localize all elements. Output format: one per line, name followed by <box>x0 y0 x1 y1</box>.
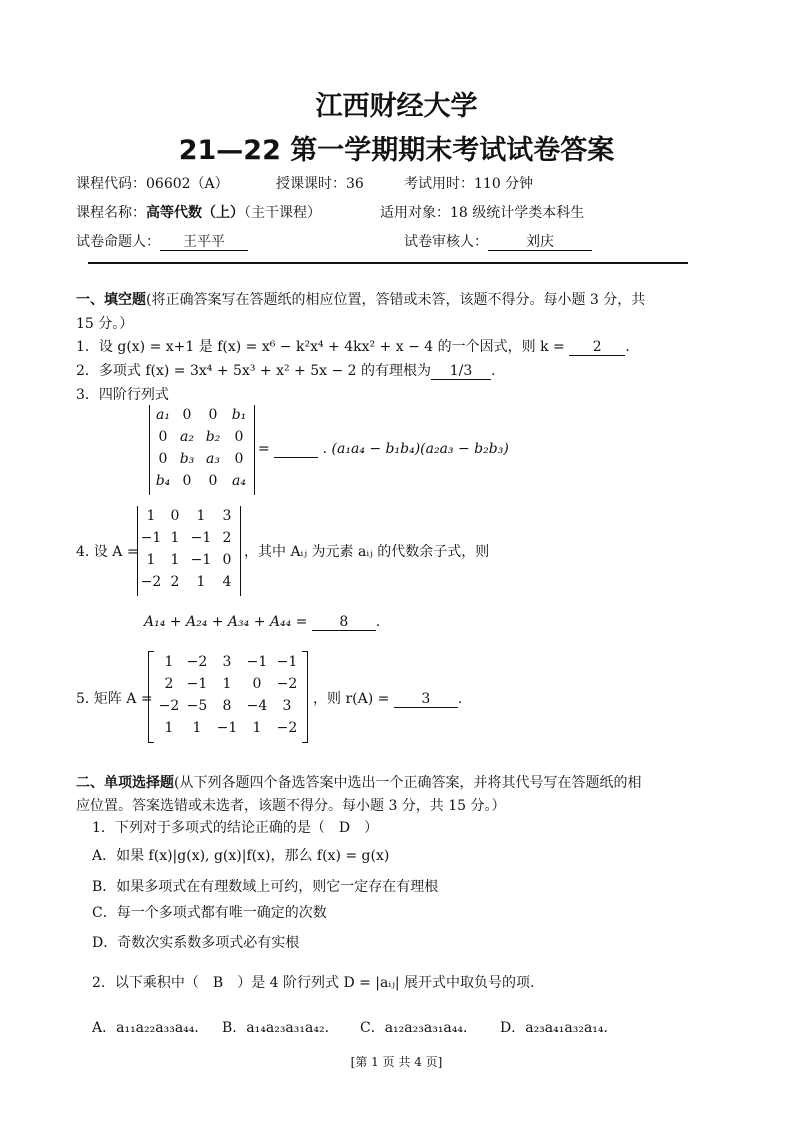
paper-setter: 试卷命题人： 王平平 <box>76 231 248 251</box>
section2-heading: 二、单项选择题 <box>76 775 174 791</box>
s2-q2-option-d: D．a₂₃a₄₁a₃₂a₁₄． <box>500 1020 618 1036</box>
s1-question-2: 2．多项式 f(x) = 3x⁴ + 5x³ + x² + 5x − 2 的有理根为 1/3 . <box>76 363 496 379</box>
s1-q5-text: ，则 r(A) = 3 . <box>313 691 463 707</box>
s2-q1-option-a: A．如果 f(x)|g(x), g(x)|f(x)，那么 f(x) = g(x) <box>92 848 390 864</box>
paper-reviewer: 试卷审核人： 刘庆 <box>404 231 592 251</box>
section1-heading: 一、填空题 <box>76 292 146 308</box>
s1-q4-text: ，其中 Aᵢⱼ 为元素 aᵢⱼ 的代数余子式，则 <box>244 544 490 560</box>
s1-q3-equals: = . (a₁a₄ − b₁b₄)(a₂a₃ − b₂b₃) <box>258 441 509 457</box>
s1-q3-answer: (a₁a₄ − b₁b₄)(a₂a₃ − b₂b₃) <box>331 441 509 457</box>
s2-q1-option-c: C．每一个多项式都有唯一确定的次数 <box>92 905 327 921</box>
s1-q3-determinant: a₁ 0 0 b₁ 0 a₂ b₂ 0 0 b₃ a₃ 0 b₄ 0 0 a₄ <box>149 405 255 495</box>
s1-question-3: 3．四阶行列式 <box>76 387 169 403</box>
university-title: 江西财经大学 <box>315 91 478 122</box>
course-hours: 授课课时：36 <box>276 176 364 192</box>
header-divider <box>88 262 688 264</box>
s2-question-2: 2．以下乘积中（ B ）是 4 阶行列式 D = |aᵢⱼ| 展开式中取负号的项. <box>92 975 535 991</box>
exam-title: 21—22 第一学期期末考试试卷答案 <box>178 135 615 166</box>
section2-instruction-2: 应位置。答案选错或未选者，该题不得分。每小题 3 分，共 15 分。） <box>76 798 506 814</box>
course-name: 课程名称：高等代数（上）（主干课程） <box>76 205 321 221</box>
s2-q1-option-d: D．奇数次实系数多项式必有实根 <box>92 935 300 951</box>
s2-question-1: 1．下列对于多项式的结论正确的是（ D ） <box>92 820 379 836</box>
s1-q5-matrix: 1 −2 3 −1 −1 2 −1 1 0 −2 −2 −5 8 −4 3 1 1 −1 1 −2 <box>148 651 308 743</box>
section2-heading-line: 二、单项选择题(从下列各题四个备选答案中选出一个正确答案，并将其代号写在答题纸的相 <box>76 775 642 791</box>
s2-q2-option-b: B．a₁₄a₂₃a₃₁a₄₂． <box>222 1020 339 1036</box>
s1-q1-answer: 2 <box>569 339 625 356</box>
s2-q2-option-a: A．a₁₁a₂₂a₃₃a₄₄． <box>92 1020 209 1036</box>
s1-q4-prefix: 4. 设 A = <box>76 544 139 560</box>
s2-q1-option-b: B．如果多项式在有理数域上可约，则它一定存在有理根 <box>92 879 439 895</box>
s1-q4-answer: 8 <box>312 614 376 631</box>
s1-q5-prefix: 5. 矩阵 A = <box>76 691 153 707</box>
s2-q2-option-c: C．a₁₂a₂₃a₃₁a₄₄． <box>360 1020 477 1036</box>
course-code: 课程代码：06602（A） <box>76 176 229 192</box>
s1-q4-determinant: 1 0 1 3 −1 1 −1 2 1 1 −1 0 −2 2 1 4 <box>137 506 241 596</box>
audience: 适用对象：18 级统计学类本科生 <box>380 205 585 221</box>
s1-q5-answer: 3 <box>394 691 458 708</box>
s1-question-1: 1．设 g(x) = x+1 是 f(x) = x⁶ − k²x⁴ + 4kx² + x − 4 的一个因式，则 k = 2 . <box>76 339 630 355</box>
section1-heading-line: 一、填空题(将正确答案写在答题纸的相应位置，答错或未答，该题不得分。每小题 3 分，共 <box>76 292 646 308</box>
exam-duration: 考试用时：110 分钟 <box>404 176 534 192</box>
s1-q2-answer: 1/3 <box>431 363 491 380</box>
page-number: [第 1 页 共 4 页] <box>350 1055 443 1069</box>
s1-q4-expression: A₁₄ + A₂₄ + A₃₄ + A₄₄ = 8 . <box>144 614 381 630</box>
section1-instruction-2: 15 分。） <box>76 316 134 332</box>
